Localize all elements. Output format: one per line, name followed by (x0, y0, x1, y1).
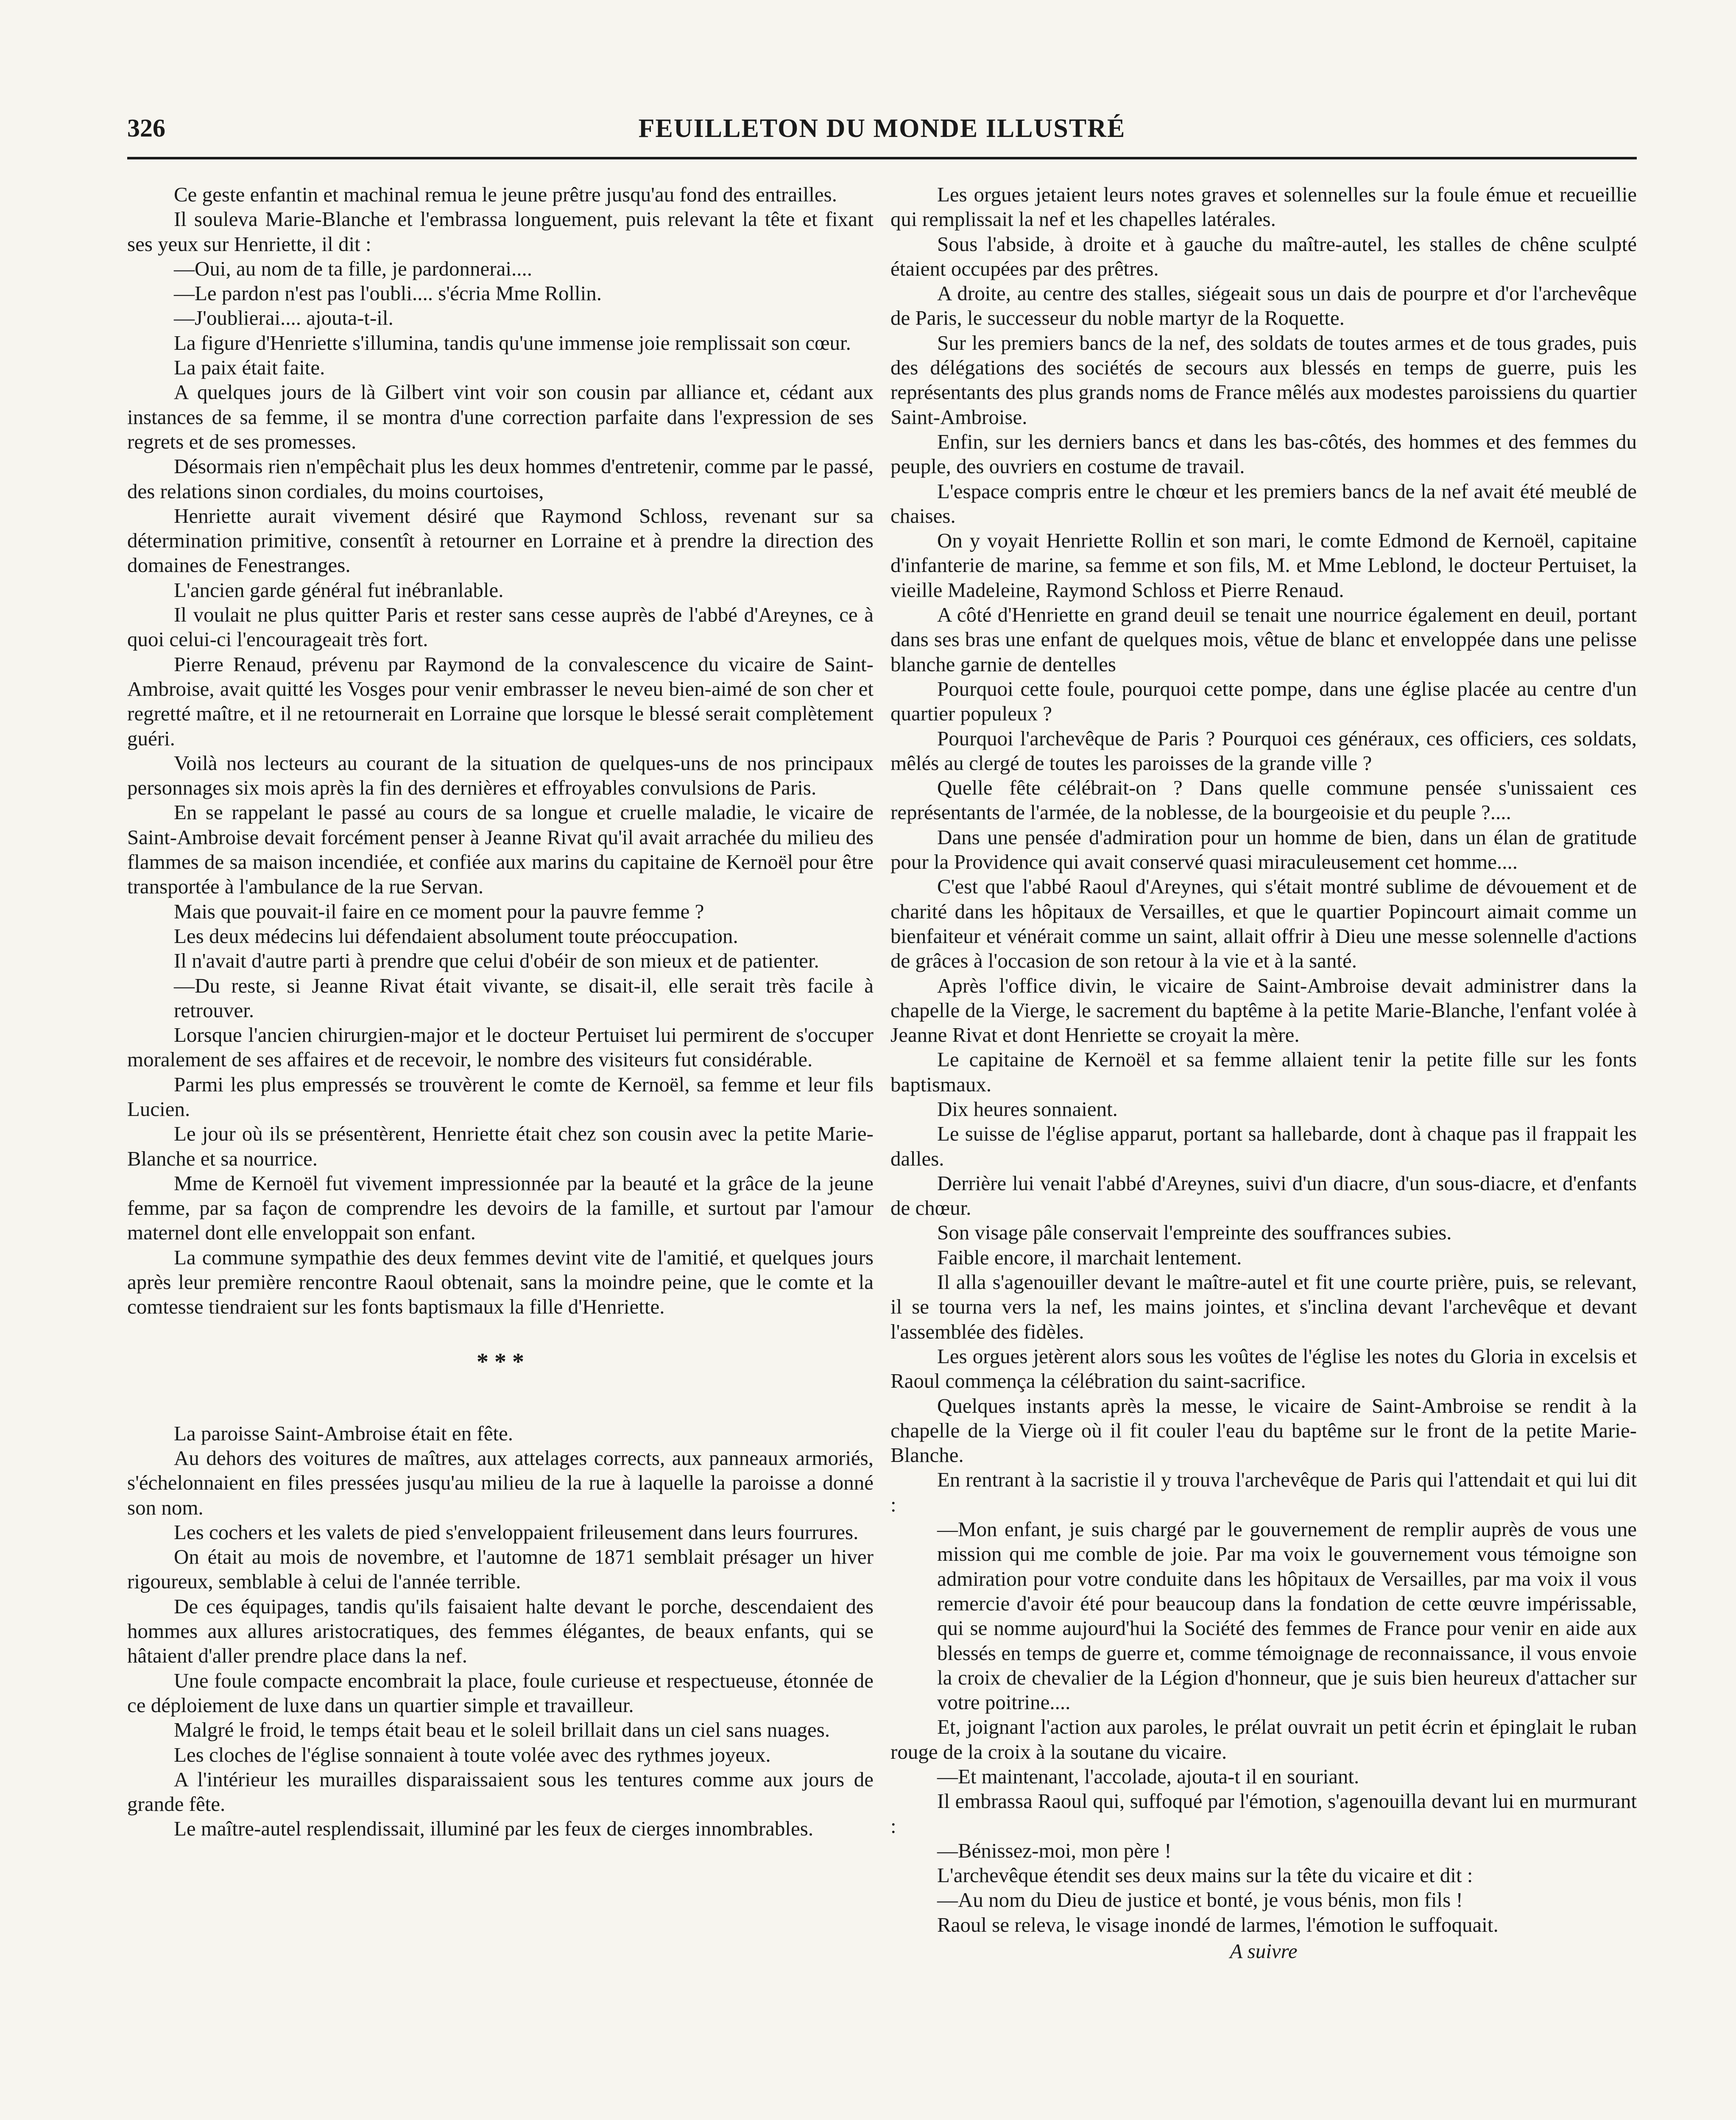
page-number: 326 (127, 114, 165, 142)
paragraph: Parmi les plus empressés se trouvèrent le comte de Kernoël, sa femme et leur fils Lucien. (127, 1072, 874, 1121)
paragraph: Le suisse de l'église apparut, portant sa hallebarde, dont à chaque pas il frappait les dalles. (890, 1122, 1637, 1170)
paragraph: A droite, au centre des stalles, siégeait sous un dais de pourpre et d'or l'archevêque de Paris, le successeur du noble martyr de la Roquette. (890, 282, 1637, 330)
paragraph: La paroisse Saint-Ambroise était en fête. (174, 1421, 514, 1445)
paragraph: A l'intérieur les murailles disparaissaient sous les tentures comme aux jours de grande fête. (127, 1767, 874, 1816)
paragraph: Désormais rien n'empêchait plus les deux hommes d'entretenir, comme par le passé, des relations sinon cordiales, du moins courtoises, (127, 455, 874, 503)
to-be-continued: A suivre (1230, 1939, 1298, 1963)
paragraph: Les cloches de l'église sonnaient à toute volée avec des rythmes joyeux. (174, 1743, 771, 1766)
paragraph: Faible encore, il marchait lentement. (937, 1245, 1242, 1269)
paragraph: A côté d'Henriette en grand deuil se tenait une nourrice également en deuil, portant dans ses bras une enfant de quelques mois, vêtue de blanc et enveloppée dans une pelisse blanche garnie de dentelles (890, 603, 1637, 676)
paragraph: —Mon enfant, je suis chargé par le gouvernement de remplir auprès de vous une mission qui me comble de joie. Par ma voix le gouvernement vous témoigne son admiration pour votre conduite dans les hôpitaux de Versailles, par ma voix il vous remercie d'avoir été pour beaucoup dans la fondation de cette œuvre impérissable, qui se nomme aujourd'hui la Société des femmes de France pour venir en aide aux blessés en temps de guerre et, comme témoignage de reconnaissance, il vous envoie la croix de chevalier de la Légion d'honneur, que je suis bien heureux d'attacher sur votre poitrine.... (937, 1517, 1637, 1714)
paragraph: Pierre Renaud, prévenu par Raymond de la convalescence du vicaire de Saint-Ambroise, avait quitté les Vosges pour venir embrasser le neveu bien-aimé de son cher et regretté maître, et il ne retournerait en Lorraine que lorsque le blessé serait complètement guéri. (127, 652, 874, 750)
paragraph: Et, joignant l'action aux paroles, le prélat ouvrait un petit écrin et épinglait le ruban rouge de la croix à la soutane du vicaire. (890, 1715, 1637, 1763)
paragraph: Il alla s'agenouiller devant le maître-autel et fit une courte prière, puis, se relevant, il se tourna vers la nef, les mains jointes, et s'inclina devant l'archevêque et devant l'assemblée des fidèles. (890, 1270, 1637, 1343)
paragraph: En se rappelant le passé au cours de sa longue et cruelle maladie, le vicaire de Saint-Ambroise devait forcément penser à Jeanne Rivat qu'il avait arrachée du milieu des flammes de sa maison incendiée, et confiée aux marins du capitaine de Kernoël pour être transportée à l'ambulance de la rue Servan. (127, 801, 874, 898)
paragraph: L'archevêque étendit ses deux mains sur la tête du vicaire et dit : (937, 1863, 1473, 1887)
paragraph: Au dehors des voitures de maîtres, aux attelages corrects, aux panneaux armoriés, s'échelonnaient en files pressées jusqu'au milieu de la rue à laquelle la paroisse a donné son nom. (127, 1446, 874, 1519)
paragraph: On était au mois de novembre, et l'automne de 1871 semblait présager un hiver rigoureux, semblable à celui de l'année terrible. (127, 1545, 874, 1593)
paragraph: A quelques jours de là Gilbert vint voir son cousin par alliance et, cédant aux instances de sa femme, il se montra d'une correction parfaite dans l'expression de ses regrets et de ses promesses. (127, 380, 874, 453)
paragraph: L'espace compris entre le chœur et les premiers bancs de la nef avait été meublé de chaises. (890, 479, 1637, 527)
paragraph: La paix était faite. (174, 356, 325, 379)
paragraph: —Oui, au nom de ta fille, je pardonnerai.... (174, 257, 532, 280)
paragraph: Dans une pensée d'admiration pour un homme de bien, dans un élan de gratitude pour la Providence qui avait conservé quasi miraculeusement cet homme.... (890, 825, 1637, 874)
left-column (127, 182, 874, 2120)
paragraph: Une foule compacte encombrait la place, foule curieuse et respectueuse, étonnée de ce déploiement de luxe dans un quartier simple et travailleur. (127, 1668, 874, 1717)
paragraph: Les orgues jetèrent alors sous les voûtes de l'église les notes du Gloria in excelsis et Raoul commença la célébration du saint-sacrifice. (890, 1344, 1637, 1393)
paragraph: Dix heures sonnaient. (937, 1097, 1118, 1121)
paragraph: Il n'avait d'autre parti à prendre que celui d'obéir de son mieux et de patienter. (174, 949, 819, 973)
paragraph: On y voyait Henriette Rollin et son mari, le comte Edmond de Kernoël, capitaine d'infanterie de marine, sa femme et son fils, M. et Mme Leblond, le docteur Pertuiset, la vieille Madeleine, Raymond Schloss et Pierre Renaud. (890, 529, 1637, 602)
paragraph: Les cochers et les valets de pied s'enveloppaient frileusement dans leurs fourrures. (174, 1520, 859, 1544)
paragraph: L'ancien garde général fut inébranlable. (174, 578, 504, 602)
paragraph: —Et maintenant, l'accolade, ajouta-t il en souriant. (937, 1765, 1359, 1788)
paragraph: Ce geste enfantin et machinal remua le jeune prêtre jusqu'au fond des entrailles. (174, 183, 837, 206)
paragraph: Voilà nos lecteurs au courant de la situation de quelques-uns de nos principaux personnages six mois après la fin des dernières et effroyables convulsions de Paris. (127, 751, 874, 800)
paragraph: Sur les premiers bancs de la nef, des soldats de toutes armes et de tous grades, puis des délégations des sociétés de secours aux blessés en temps de guerre, puis les représentants des plus grands noms de France mêlés aux modestes paroissiens du quartier Saint-Ambroise. (890, 331, 1637, 429)
paragraph: Henriette aurait vivement désiré que Raymond Schloss, revenant sur sa détermination primitive, consentît à retourner en Lorraine et à prendre la direction des domaines de Fenestranges. (127, 504, 874, 577)
left-column-part2 (127, 1421, 874, 1841)
paragraph: En rentrant à la sacristie il y trouva l'archevêque de Paris qui l'attendait et qui lui dit : (890, 1468, 1637, 1516)
right-column-text (890, 182, 1637, 1937)
paragraph: Enfin, sur les derniers bancs et dans les bas-côtés, des hommes et des femmes du peuple, des ouvriers en costume de travail. (890, 430, 1637, 478)
paragraph: Le capitaine de Kernoël et sa femme allaient tenir la petite fille sur les fonts baptismaux. (890, 1048, 1637, 1096)
paragraph: Mme de Kernoël fut vivement impressionnée par la beauté et la grâce de la jeune femme, par sa façon de comprendre les devoirs de la famille, et surtout par l'amour maternel dont elle enveloppait son enfant. (127, 1171, 874, 1244)
paragraph: —Bénissez-moi, mon père ! (937, 1838, 1172, 1862)
paragraph: Quelques instants après la messe, le vicaire de Saint-Ambroise se rendit à la chapelle de la Vierge où il fit couler l'eau du baptême sur le front de la petite Marie-Blanche. (890, 1394, 1637, 1467)
paragraph: Les orgues jetaient leurs notes graves et solennelles sur la foule émue et recueillie qui remplissait la nef et les chapelles latérales. (890, 183, 1637, 231)
left-column-part1 (127, 182, 874, 1319)
section-break: * * * (477, 1348, 524, 1375)
paragraph: Sous l'abside, à droite et à gauche du maître-autel, les stalles de chêne sculpté étaient occupées par des prêtres. (890, 232, 1637, 280)
right-column (890, 182, 1637, 2120)
paragraph: Il souleva Marie-Blanche et l'embrassa longuement, puis relevant la tête et fixant ses yeux sur Henriette, il dit : (127, 207, 874, 256)
paragraph: La commune sympathie des deux femmes devint vite de l'amitié, et quelques jours après leur première rencontre Raoul obtenait, sans la moindre peine, que le comte et la comtesse tiendraient sur les fonts baptismaux la fille d'Henriette. (127, 1245, 874, 1319)
paragraph: Malgré le froid, le temps était beau et le soleil brillait dans un ciel sans nuages. (174, 1718, 830, 1742)
paragraph: Il voulait ne plus quitter Paris et rester sans cesse auprès de l'abbé d'Areynes, ce à quoi celui-ci l'encourageait très fort. (127, 603, 874, 651)
paragraph: Lorsque l'ancien chirurgien-major et le docteur Pertuiset lui permirent de s'occuper moralement de ses affaires et de recevoir, le nombre des visiteurs fut considérable. (127, 1023, 874, 1071)
paragraph: Les deux médecins lui défendaient absolument toute préoccupation. (174, 924, 738, 948)
paragraph: Derrière lui venait l'abbé d'Areynes, suivi d'un diacre, d'un sous-diacre, et d'enfants de chœur. (890, 1171, 1637, 1220)
paragraph: Quelle fête célébrait-on ? Dans quelle commune pensée s'unissaient ces représentants de l'armée, de la noblesse, de la bourgeoisie et du peuple ?.... (890, 776, 1637, 824)
page-title: FEUILLETON DU MONDE ILLUSTRÉ (638, 114, 1126, 143)
paragraph: —Au nom du Dieu de justice et bonté, je vous bénis, mon fils ! (937, 1888, 1463, 1912)
paragraph: La figure d'Henriette s'illumina, tandis qu'une immense joie remplissait son cœur. (174, 331, 851, 354)
paragraph: Son visage pâle conservait l'empreinte des souffrances subies. (937, 1221, 1452, 1244)
header-rule (127, 157, 1637, 159)
paragraph: Il embrassa Raoul qui, suffoqué par l'émotion, s'agenouilla devant lui en murmurant : (890, 1789, 1637, 1838)
paragraph: De ces équipages, tandis qu'ils faisaient halte devant le porche, descendaient des hommes aux allures aristocratiques, des femmes élégantes, de beaux enfants, qui se hâtaient d'aller prendre place dans la nef. (127, 1594, 874, 1668)
paragraph: —J'oublierai.... ajouta-t-il. (174, 306, 394, 330)
paragraph: Raoul se releva, le visage inondé de larmes, l'émotion le suffoquait. (937, 1913, 1499, 1936)
paragraph: —Le pardon n'est pas l'oubli.... s'écria Mme Rollin. (174, 282, 602, 305)
paragraph: Le maître-autel resplendissait, illuminé par les feux de cierges innombrables. (174, 1817, 814, 1841)
paragraph: Le jour où ils se présentèrent, Henriette était chez son cousin avec la petite Marie-Blanche et sa nourrice. (127, 1122, 874, 1170)
paragraph: Après l'office divin, le vicaire de Saint-Ambroise devait administrer dans la chapelle de la Vierge, le sacrement du baptême à la petite Marie-Blanche, l'enfant volée à Jeanne Rivat et dont Henriette se croyait la mère. (890, 974, 1637, 1047)
page-header (127, 114, 1637, 160)
paragraph: Pourquoi l'archevêque de Paris ? Pourquoi ces généraux, ces officiers, ces soldats, mêlés au clergé de toutes les paroisses de la grande ville ? (890, 726, 1637, 775)
paragraph: —Du reste, si Jeanne Rivat était vivante, se disait-il, elle serait très facile à retrouver. (174, 974, 874, 1022)
paragraph: C'est que l'abbé Raoul d'Areynes, qui s'était montré sublime de dévouement et de charité dans les hôpitaux de Versailles, et que le quartier Popincourt aimait comme un bienfaiteur et vénérait comme un saint, allait offrir à Dieu une messe solennelle d'actions de grâces à l'occasion de son retour à la vie et à la santé. (890, 875, 1637, 973)
paragraph: Mais que pouvait-il faire en ce moment pour la pauvre femme ? (174, 899, 704, 923)
paragraph: Pourquoi cette foule, pourquoi cette pompe, dans une église placée au centre d'un quartier populeux ? (890, 677, 1637, 725)
